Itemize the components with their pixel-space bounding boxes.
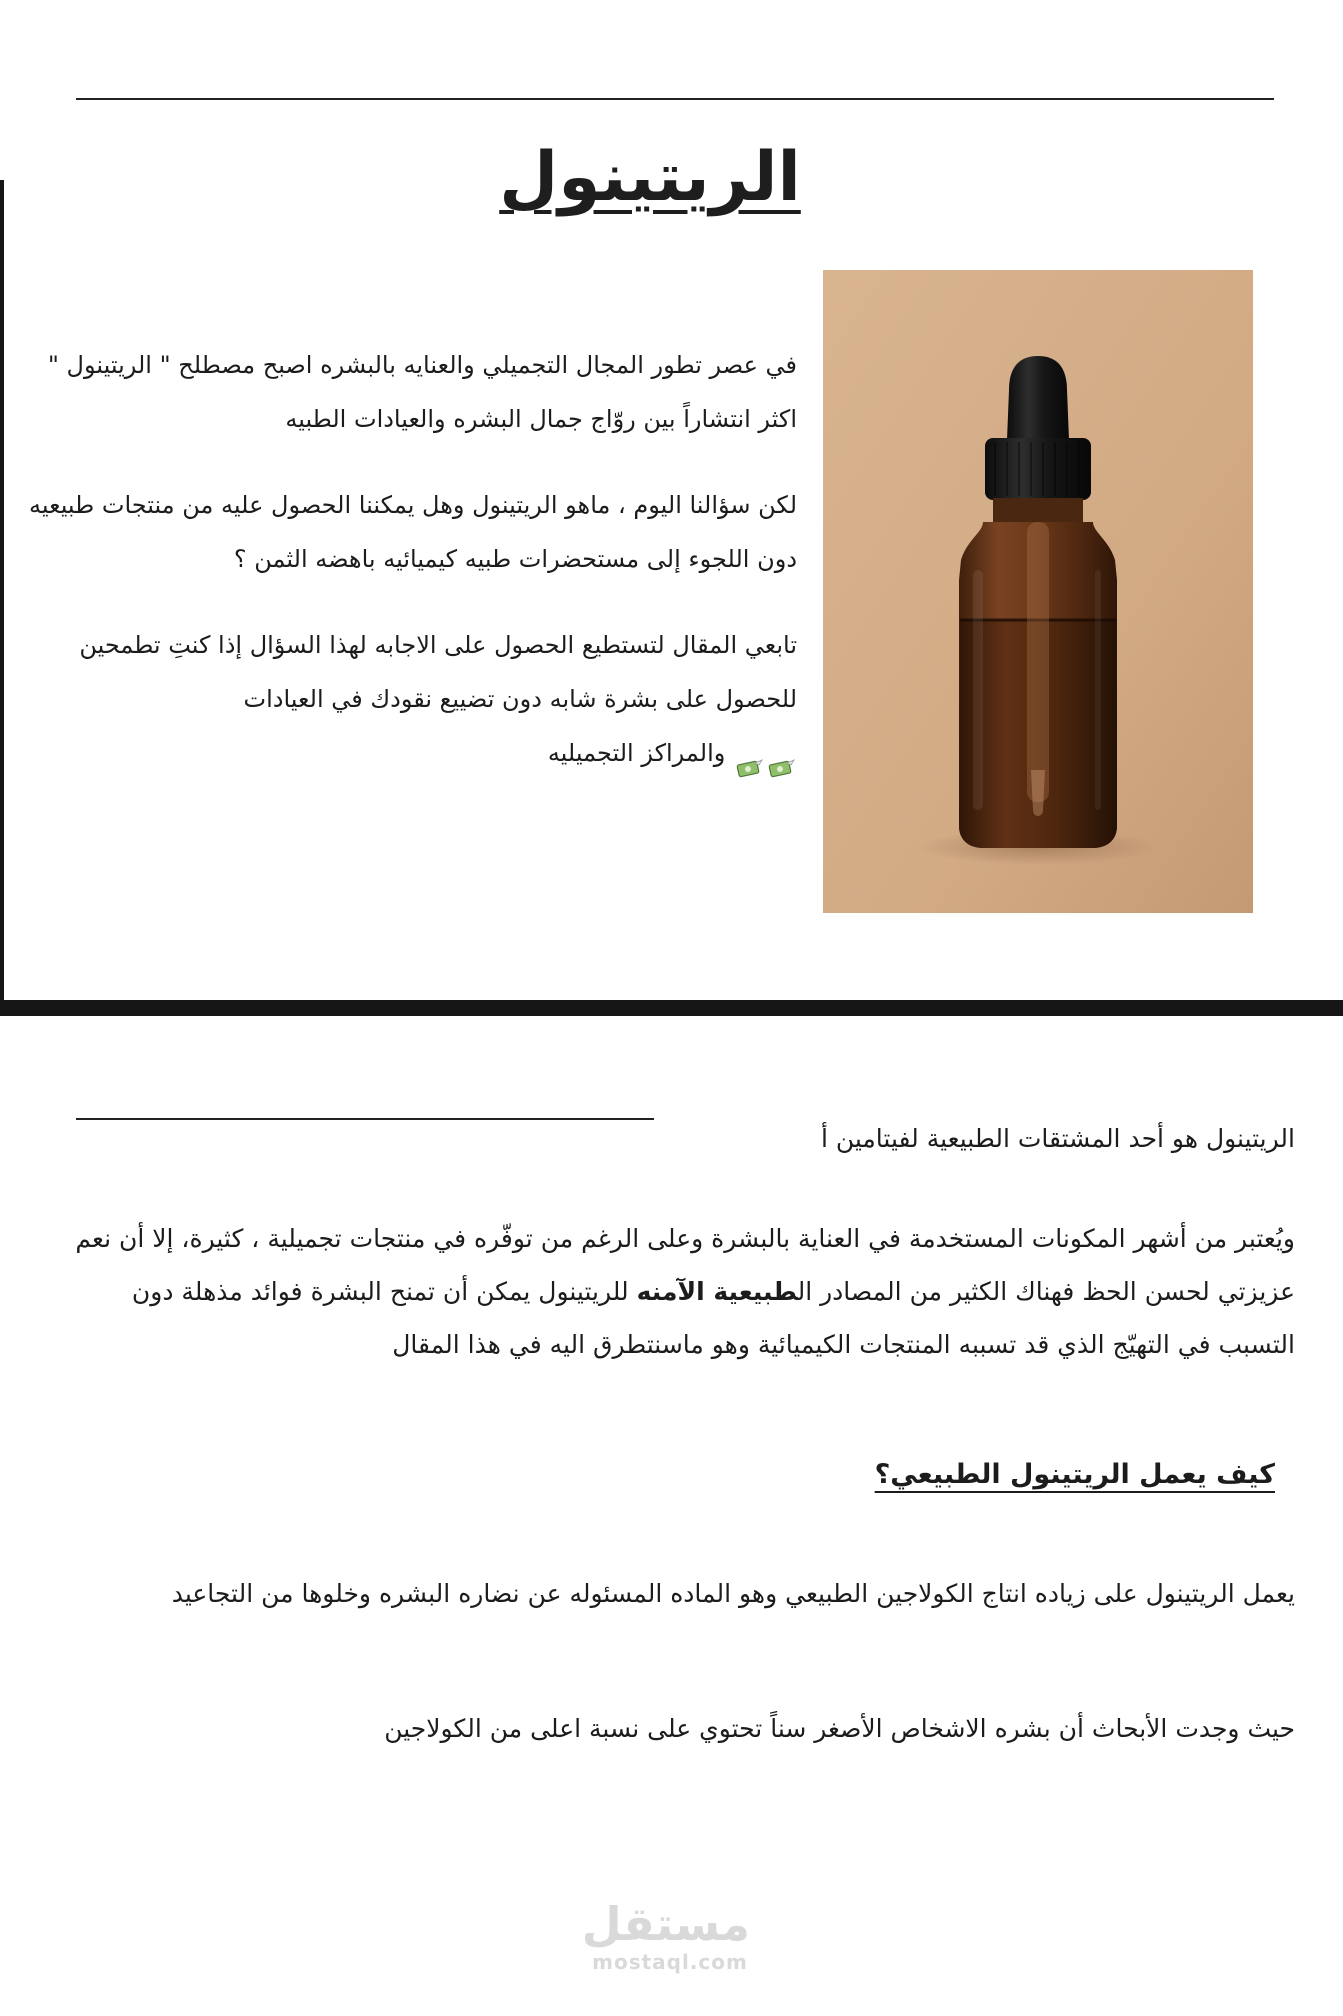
serum-bottle-photo — [823, 270, 1253, 913]
body-paragraph-1 — [55, 1212, 1295, 1371]
bold-phrase: طبيعية الآمنه — [636, 1277, 798, 1306]
intro-paragraph-3 — [27, 618, 797, 780]
definition-line: الريتينول هو أحد المشتقات الطبيعية لفيتامين أ — [820, 1124, 1295, 1153]
watermark-arabic: مستقل — [581, 1897, 750, 1951]
page-one — [0, 0, 1343, 1000]
watermark-latin: mostaql.com — [592, 1950, 748, 1974]
money-with-wings-icon — [735, 744, 763, 764]
section-heading: كيف يعمل الريتينول الطبيعي؟ — [874, 1459, 1275, 1490]
body-paragraph-1-start: ويُعتبر من أشهر المكونات المستخدمة في العناية بالبشرة وعلى الرغم من توفّره في منتجات تجميلية ، كثيرة، إلا أن نعم عزيزتي لحسن الحظ فهناك الكثير من المصادر ال — [75, 1224, 1295, 1306]
page-two — [0, 1016, 1343, 2016]
body-paragraph-2: يعمل الريتينول على زياده انتاج الكولاجين الطبيعي وهو الماده المسئوله عن نضاره البشره وخلوها من التجاعيد — [171, 1579, 1295, 1608]
money-with-wings-icon — [767, 744, 795, 764]
body-paragraph-3: حيث وجدت الأبحاث أن بشره الاشخاص الأصغر سناً تحتوي على نسبة اعلى من الكولاجين — [384, 1714, 1295, 1743]
intro-paragraph-1: في عصر تطور المجال التجميلي والعنايه بالبشره اصبح مصطلح " الريتينول " اكثر انتشاراً بين روّاج جمال البشره والعيادات الطبيه — [47, 351, 797, 433]
page-edge-mark — [0, 180, 4, 1000]
intro-paragraph-3-ending: والمراكز التجميليه — [547, 739, 726, 767]
watermark-logo — [581, 1897, 750, 1974]
body-paragraph-1-end: للريتينول يمكن أن تمنح البشرة فوائد مذهلة دون التسبب في التهيّج الذي قد تسببه المنتجات الكيميائية وهو ماسنتطرق اليه في هذا المقال — [131, 1277, 1295, 1359]
page-divider — [0, 1000, 1343, 1016]
intro-paragraph-3-text: تابعي المقال لتستطيع الحصول على الاجابه لهذا السؤال إذا كنتِ تطمحين للحصول على بشرة شابه دون تضييع نقودك في العيادات — [79, 631, 797, 713]
page-title: الريتينول — [499, 138, 801, 217]
top-rule — [76, 98, 1274, 100]
intro-paragraph-2: لكن سؤالنا اليوم ، ماهو الريتينول وهل يمكننا الحصول عليه من منتجات طبيعيه دون اللجوء إلى مستحضرات طبيه كيميائيه باهضه الثمن ؟ — [29, 491, 797, 573]
